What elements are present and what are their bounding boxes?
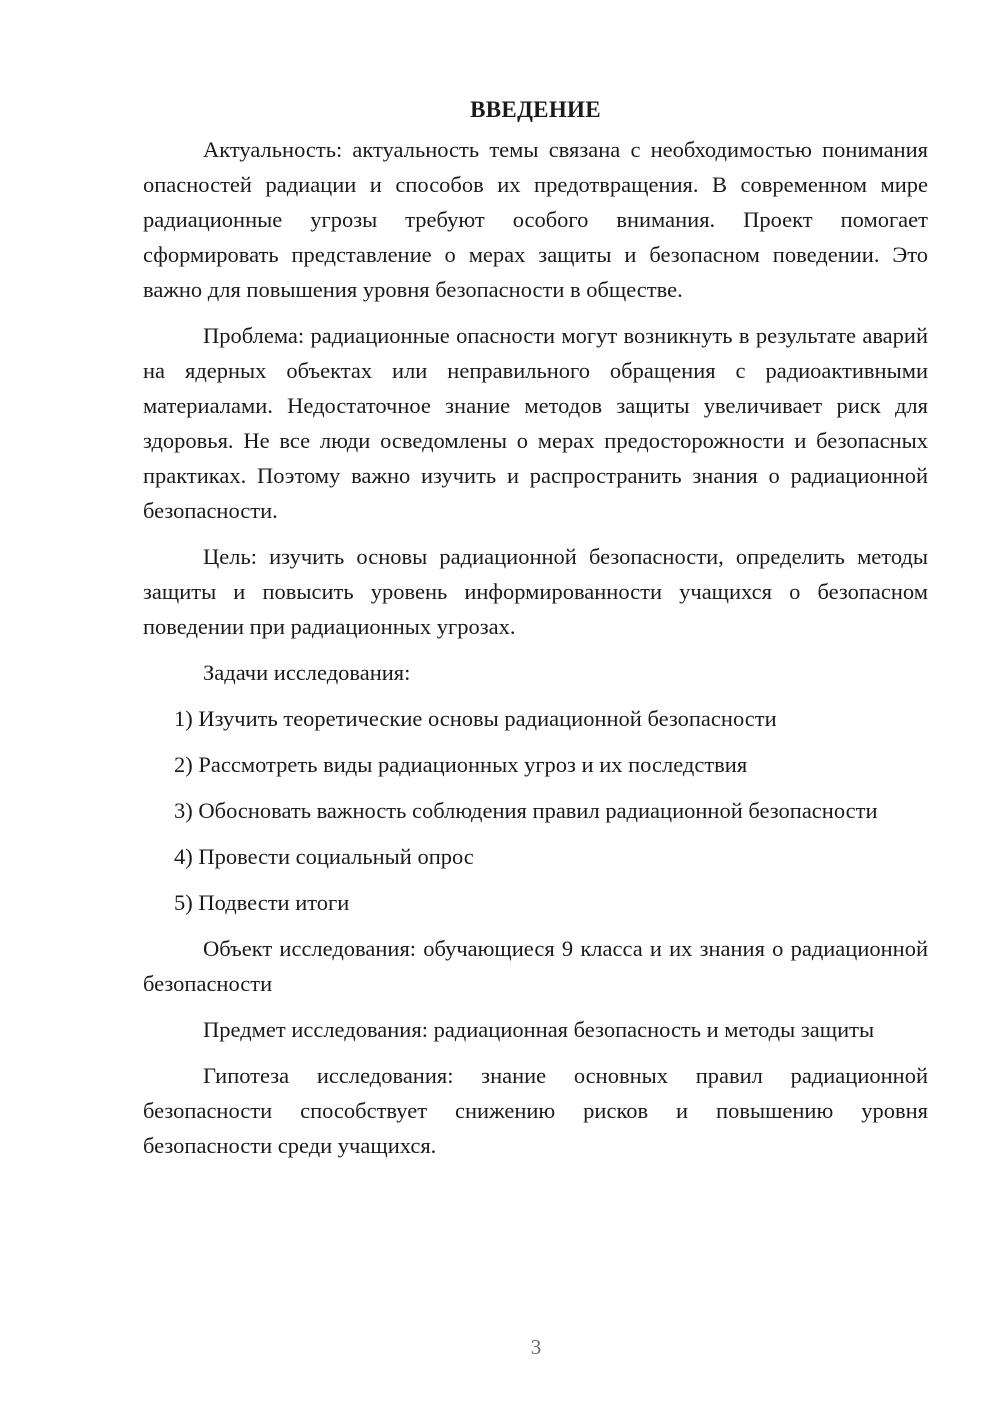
object-paragraph: Объект исследования: обучающиеся 9 класса и их знания о радиационной безопасности xyxy=(143,936,928,996)
subject-paragraph: Предмет исследования: радиационная безопасность и методы защиты xyxy=(203,1017,875,1042)
task-item-2: 2) Рассмотреть виды радиационных угроз и их последствия xyxy=(174,752,748,777)
document-page xyxy=(143,92,928,1174)
task-item-1: 1) Изучить теоретические основы радиационной безопасности xyxy=(174,706,777,731)
tasks-title: Задачи исследования: xyxy=(203,660,411,685)
relevance-paragraph: Актуальность: актуальность темы связана с необходимостью понимания опасностей радиации и способов их предотвращения. В современном мире радиационные угрозы требуют особого внимания. Проект помогает сформировать представление о мерах защиты и безопасном поведении. Это важно для повышения уровня безопасности в обществе. xyxy=(143,137,928,302)
goal-paragraph: Цель: изучить основы радиационной безопасности, определить методы защиты и повысить уровень информированности учащихся о безопасном поведении при радиационных угрозах. xyxy=(143,544,928,639)
page-number: 3 xyxy=(530,1335,542,1359)
hypothesis-paragraph: Гипотеза исследования: знание основных правил радиационной безопасности способствует снижению рисков и повышению уровня безопасности среди учащихся. xyxy=(143,1063,928,1158)
problem-paragraph: Проблема: радиационные опасности могут возникнуть в результате аварий на ядерных объектах или неправильного обращения с радиоактивными материалами. Недостаточное знание методов защиты увеличивает риск для здоровья. Не все люди осведомлены о мерах предосторожности и безопасных практиках. Поэтому важно изучить и распространить знания о радиационной безопасности. xyxy=(143,323,928,523)
section-heading: ВВЕДЕНИЕ xyxy=(470,97,601,122)
task-item-4: 4) Провести социальный опрос xyxy=(174,844,474,869)
task-item-5: 5) Подвести итоги xyxy=(174,890,350,915)
task-item-3: 3) Обосновать важность соблюдения правил радиационной безопасности xyxy=(174,798,878,823)
